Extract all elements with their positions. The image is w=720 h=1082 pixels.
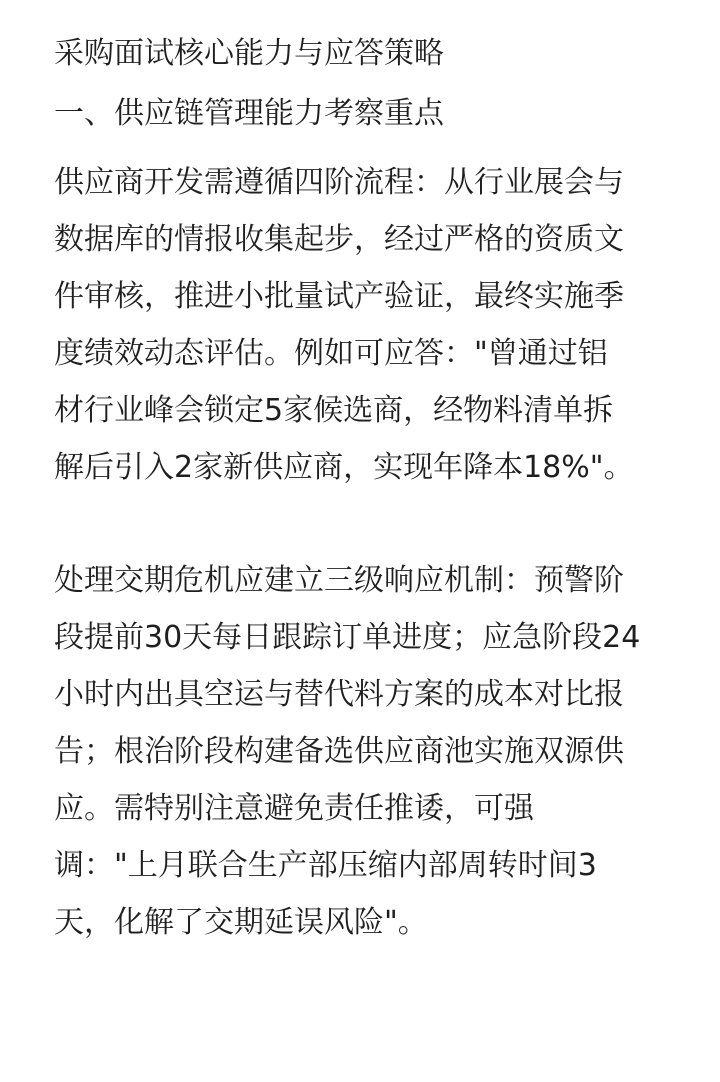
paragraph-line: 处理交期危机应建立三级响应机制：预警阶 bbox=[54, 563, 624, 598]
paragraph-delivery-crisis bbox=[54, 552, 672, 951]
paragraph-line: 小时内出具空运与替代料方案的成本对比报 bbox=[54, 677, 624, 712]
paragraph-line: 材行业峰会锁定5家候选商，经物料清单拆 bbox=[54, 393, 614, 428]
paragraph-supplier-development bbox=[54, 154, 672, 496]
document-title: 采购面试核心能力与应答策略 bbox=[54, 36, 444, 71]
paragraph-line: 解后引入2家新供应商，实现年降本18%"。 bbox=[54, 450, 634, 485]
paragraph-spacer bbox=[54, 496, 672, 552]
section-heading: 一、供应链管理能力考察重点 bbox=[54, 96, 444, 131]
paragraph-line: 告；根治阶段构建备选供应商池实施双源供 bbox=[54, 734, 624, 769]
paragraph-line: 供应商开发需遵循四阶流程：从行业展会与 bbox=[54, 165, 624, 200]
paragraph-line: 应。需特别注意避免责任推诿，可强 bbox=[54, 791, 534, 826]
paragraph-line: 调："上月联合生产部压缩内部周转时间3 bbox=[54, 848, 597, 883]
paragraph-line: 数据库的情报收集起步，经过严格的资质文 bbox=[54, 222, 624, 257]
paragraph-line: 件审核，推进小批量试产验证，最终实施季 bbox=[54, 279, 624, 314]
paragraph-line: 段提前30天每日跟踪订单进度；应急阶段24 bbox=[54, 620, 641, 655]
paragraph-line: 度绩效动态评估。例如可应答："曾通过铝 bbox=[54, 336, 608, 371]
paragraph-line: 天，化解了交期延误风险"。 bbox=[54, 905, 428, 940]
